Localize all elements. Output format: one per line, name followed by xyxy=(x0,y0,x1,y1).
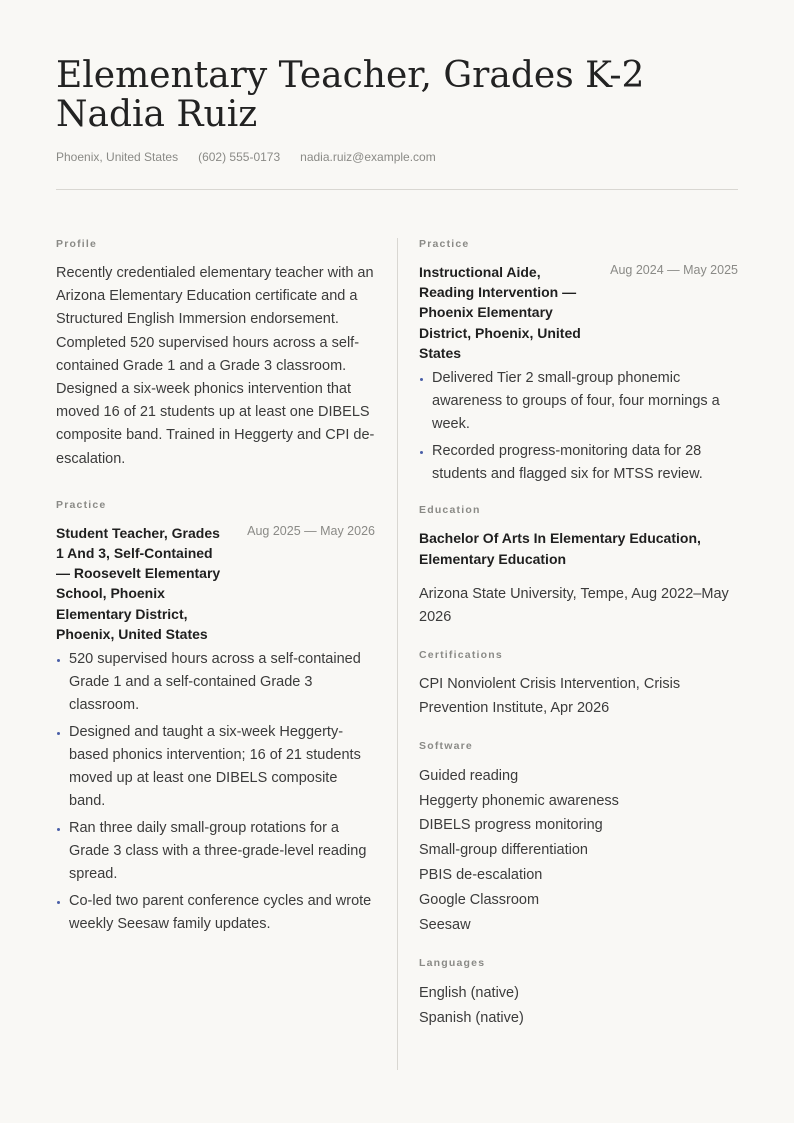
job-bullets xyxy=(419,367,738,486)
certifications-section xyxy=(419,649,738,719)
section-label: Languages xyxy=(419,957,486,970)
page-title xyxy=(56,56,738,134)
list-item: Co-led two parent conference cycles and wrote weekly Seesaw family updates. xyxy=(56,890,375,936)
list-item: DIBELS progress monitoring xyxy=(419,817,603,834)
contact-location: Phoenix, United States xyxy=(56,150,179,164)
contact-phone: (602) 555-0173 xyxy=(198,150,281,164)
school-line: Arizona State University, Tempe, Aug 2022–May 2026 xyxy=(419,586,729,626)
job-header xyxy=(419,262,738,363)
left-column xyxy=(56,238,398,1070)
section-label: Profile xyxy=(56,238,98,250)
education-section xyxy=(419,504,738,629)
list-item: Heggerty phonemic awareness xyxy=(419,792,619,809)
right-column xyxy=(398,238,738,1070)
practice-section-left xyxy=(56,499,375,936)
list-item: PBIS de-escalation xyxy=(419,867,543,884)
languages-section xyxy=(419,957,738,1031)
list-item: Ran three daily small-group rotations for a Grade 3 class with a three-grade-level reading spread. xyxy=(56,817,375,886)
certification-text: CPI Nonviolent Crisis Intervention, Crisis Prevention Institute, Apr 2026 xyxy=(419,676,681,716)
section-label: Certifications xyxy=(419,649,503,662)
software-section xyxy=(419,740,738,938)
languages-list xyxy=(419,981,738,1031)
title-role: Elementary Teacher, Grades K-2 xyxy=(56,55,645,96)
section-label: Software xyxy=(419,739,473,752)
job-title: Student Teacher, Grades 1 And 3, Self-Contained — Roosevelt Elementary School, Phoenix Elementary District, Phoenix, United States xyxy=(56,524,221,642)
contact-line xyxy=(56,150,738,164)
list-item: Small-group differentiation xyxy=(419,842,588,859)
two-column-body xyxy=(56,238,738,1070)
section-label: Practice xyxy=(56,498,107,511)
resume-header xyxy=(56,0,738,190)
job-dates: Aug 2025 — May 2026 xyxy=(247,523,375,538)
title-name: Nadia Ruiz xyxy=(56,94,258,135)
list-item: Recorded progress-monitoring data for 28 students and flagged six for MTSS review. xyxy=(419,440,738,486)
job-header xyxy=(56,523,375,644)
list-item: 520 supervised hours across a self-contained Grade 1 and a self-contained Grade 3 classroom. xyxy=(56,648,375,717)
list-item: Delivered Tier 2 small-group phonemic awareness to groups of four, four mornings a week. xyxy=(419,367,738,436)
list-item: Seesaw xyxy=(419,916,471,933)
degree-title: Bachelor Of Arts In Elementary Education, Elementary Education xyxy=(419,530,701,567)
practice-section-right xyxy=(419,238,738,486)
job-bullets xyxy=(56,648,375,936)
section-label: Education xyxy=(419,504,481,517)
profile-text: Recently credentialed elementary teacher with an Arizona Elementary Education certificate and a Structured English Immersion endorsement. Completed 520 supervised hours across a self-contained Grade 1 and a Grade 3 classroom. Designed a six-week phonics intervention that moved 16 of 21 students up at least one DIBELS composite band. Trained in Heggerty and CPI de-escalation. xyxy=(56,265,375,467)
contact-email: nadia.ruiz@example.com xyxy=(300,150,436,164)
list-item: Google Classroom xyxy=(419,891,540,908)
list-item: Designed and taught a six-week Heggerty-based phonics intervention; 16 of 21 students moved up at least one DIBELS composite band. xyxy=(56,721,375,813)
profile-section xyxy=(56,238,375,471)
header-divider xyxy=(56,189,738,190)
list-item: Spanish (native) xyxy=(419,1010,524,1027)
software-list xyxy=(419,764,738,938)
job-dates: Aug 2024 — May 2025 xyxy=(610,263,738,277)
job-title: Instructional Aide, Reading Intervention — Phoenix Elementary District, Phoenix, United States xyxy=(419,264,581,361)
section-label: Practice xyxy=(419,238,470,250)
list-item: English (native) xyxy=(419,985,519,1002)
list-item: Guided reading xyxy=(419,767,519,784)
